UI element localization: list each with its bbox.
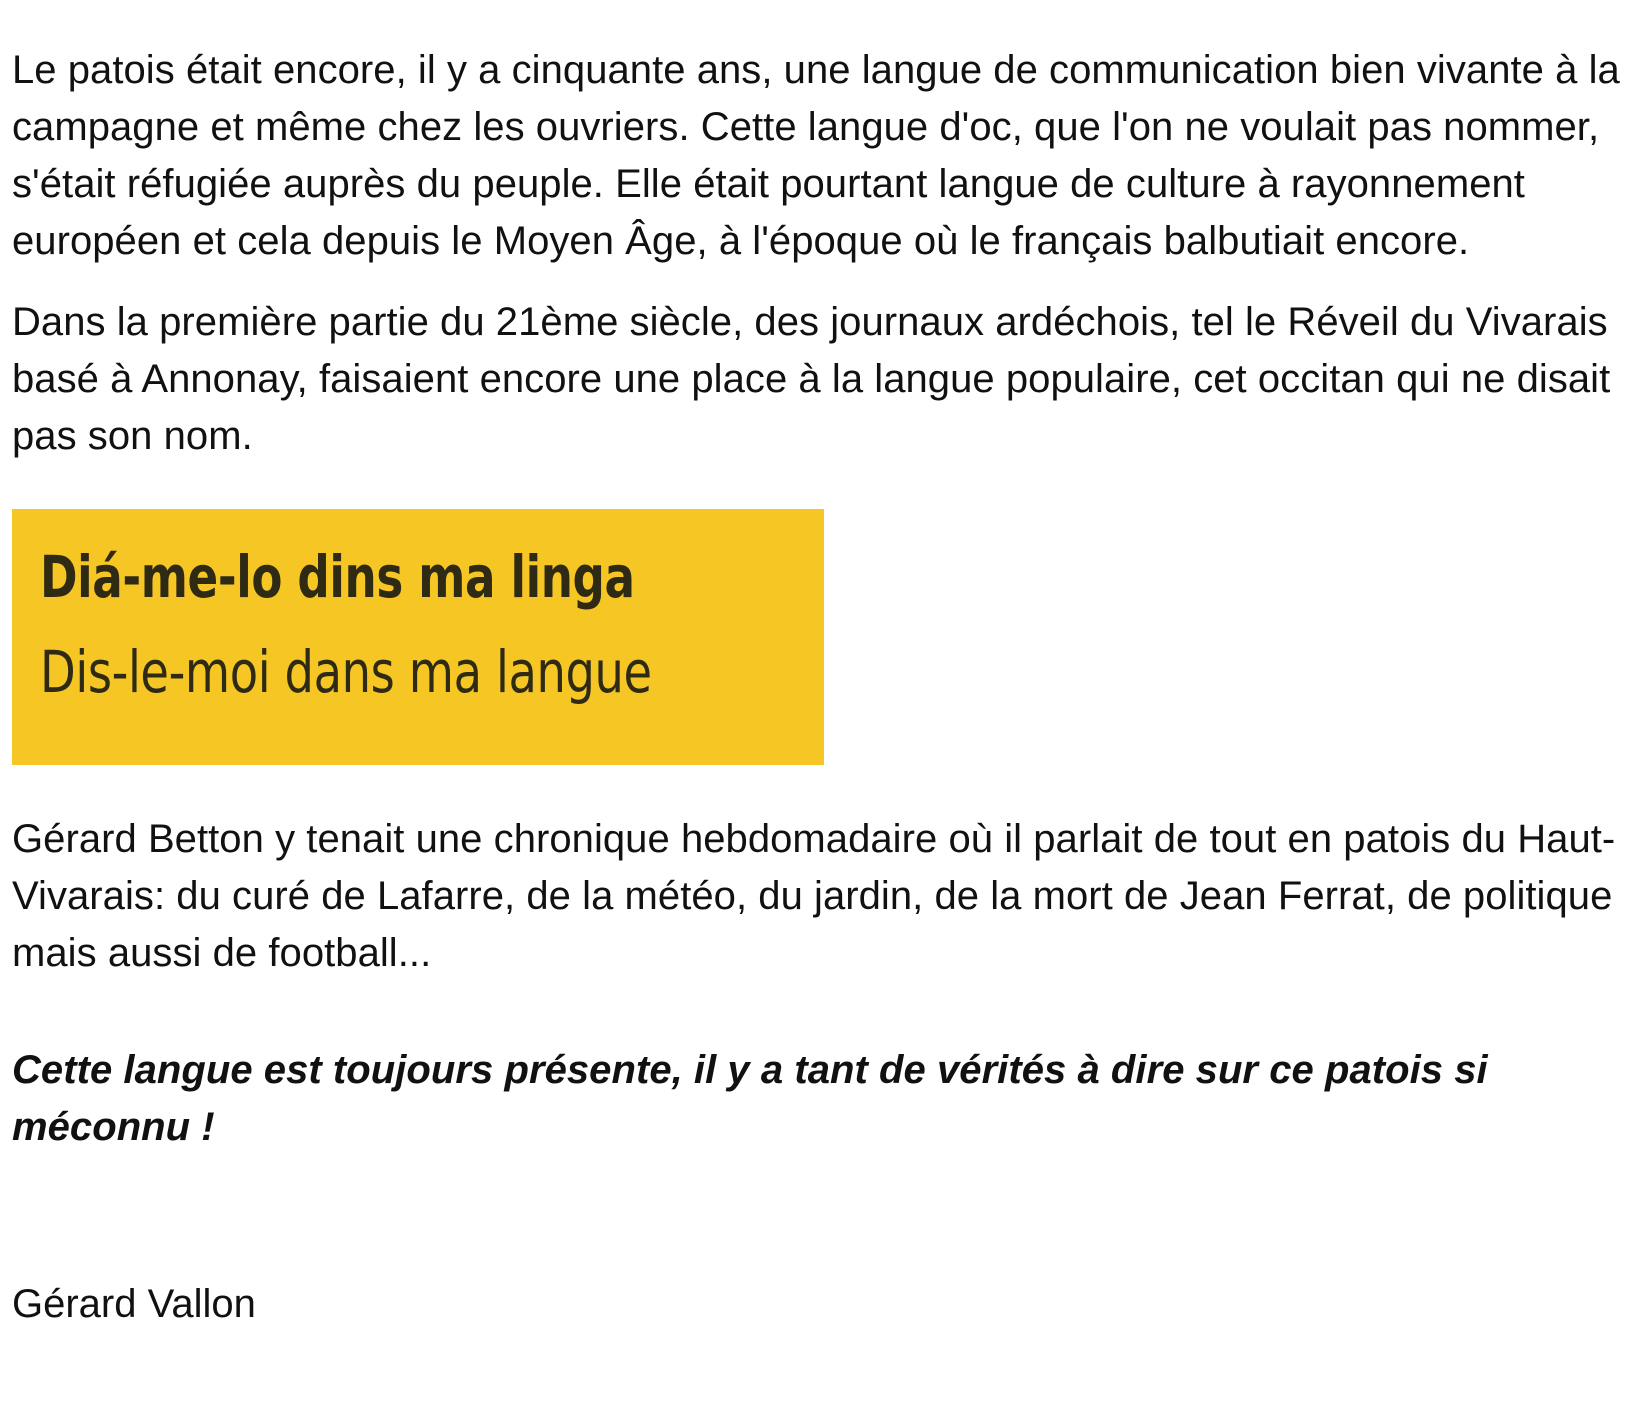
banner-title-occitan: Diá-me-lo dins ma linga: [40, 543, 635, 611]
banner-title-french: Dis-le-moi dans ma langue: [40, 638, 652, 706]
paragraph-chronicle: Gérard Betton y tenait une chronique hebdomadaire où il parlait de tout en patois du Haut-Vivarais: du curé de Lafarre, de la météo, du jardin, de la mort de Jean Ferrat, de politique mais aussi de football...: [12, 817, 1616, 975]
article: [12, 42, 1624, 1373]
paragraph-conclusion: Cette langue est toujours présente, il y a tant de vérités à dire sur ce patois si méconnu !: [12, 1048, 1488, 1149]
paragraph-intro: Le patois était encore, il y a cinquante ans, une langue de communication bien vivante à la campagne et même chez les ouvriers. Cette langue d'oc, que l'on ne voulait pas nommer, s'était réfugiée auprès du peuple. Elle était pourtant langue de culture à rayonnement européen et cela depuis le Moyen Âge, à l'époque où le français balbutiait encore.: [12, 48, 1620, 263]
chronicle-banner-image: [12, 509, 824, 765]
author-signature: Gérard Vallon: [12, 1282, 256, 1326]
paragraph-newspapers: Dans la première partie du 21ème siècle, des journaux ardéchois, tel le Réveil du Vivarais basé à Annonay, faisaient encore une place à la langue populaire, cet occitan qui ne disait pas son nom.: [12, 300, 1611, 458]
